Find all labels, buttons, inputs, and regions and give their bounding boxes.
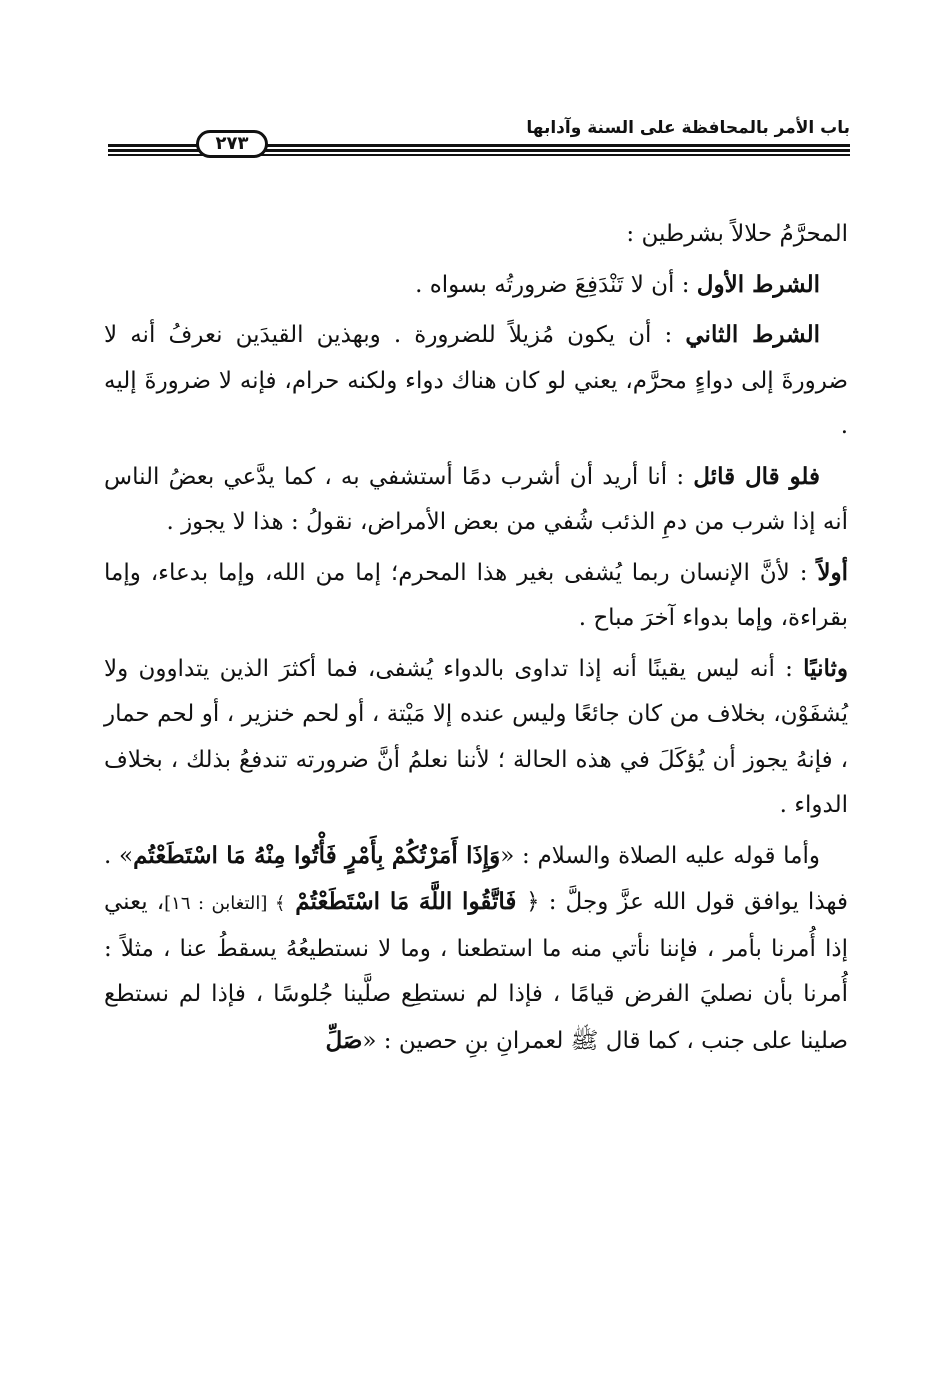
running-header <box>108 118 850 162</box>
paragraph-text: المحرَّمُ حلالاً بشرطين : <box>626 221 848 247</box>
paragraph-text: : أنه ليس يقينًا أنه إذا تداوى بالدواء يُشفى، فما أكثرَ الذين يتداوون ولا يُشفَوْن، بخلاف من كان جائعًا وليس عنده إلا مَيْتة ، أو لحم خنزير ، أو لحم حمار ، فإنهُ يجوز أن يُؤكَلَ في هذه الحالة ؛ لأننا نعلمُ أنَّ ضرورته تندفعُ بذلك ، بخلاف الدواء . <box>104 655 848 818</box>
paragraph-text: : أن لا تَنْدَفِعَ ضرورتُه بسواه . <box>415 271 690 298</box>
paragraph <box>104 550 848 642</box>
paragraph-text: وأما قوله عليه الصلاة والسلام : « <box>500 842 820 869</box>
body-text <box>104 212 848 1068</box>
paragraph-label: أولاً <box>817 558 848 586</box>
chapter-title: باب الأمر بالمحافظة على السنة وآدابها <box>526 118 850 138</box>
page-number: ٢٧٣ <box>196 130 268 158</box>
quran-reference: ﴾ [التغابن : ١٦] <box>164 893 286 914</box>
paragraph-text: » . فهذا يوافق قول الله عزَّ وجلَّ : ﴿ <box>104 842 848 915</box>
paragraph <box>104 312 848 450</box>
paragraph-label: وثانيًا <box>803 654 848 682</box>
paragraph-label: الشرط الثاني <box>685 321 820 348</box>
hadith-quote: صَلِّ <box>325 1026 363 1054</box>
paragraph <box>104 262 848 309</box>
quran-quote: فَاتَّقُوا اللَّهَ مَا اسْتَطَعْتُمْ <box>285 888 527 915</box>
paragraph-label: الشرط الأول <box>696 270 820 298</box>
paragraph <box>104 454 848 546</box>
paragraph-text: ، يعني إذا أُمرنا بأمر ، فإننا نأتي منه ما استطعنا ، وما لا نستطيعُهُ يسقطُ عنا ، مثلاً : أُمرنا بأن نصليَ الفرض قيامًا ، فإذا لم نستطِع صلَّينا جُلوسًا ، فإذا لم نستطع صلينا على جنب ، كما قال ﷺ لعمرانِ بنِ حصين : « <box>104 889 848 1054</box>
paragraph-text: : لأنَّ الإنسان ربما يُشفى بغير هذا المحرم؛ إما من الله، وإما بدعاء، وإما بقراءة، وإما بدواء آخرَ مباح . <box>104 559 848 631</box>
paragraph-text: : أنا أريد أن أشرب دمًا أستشفي به ، كما يدَّعي بعضُ الناس أنه إذا شرب من دمِ الذئب شُفي من بعض الأمراض، نقولُ : هذا لا يجوز . <box>104 463 848 535</box>
paragraph-text: : أن يكون مُزيلاً للضرورة . وبهذين القيدَين نعرفُ أنه لا ضرورةَ إلى دواءٍ محرَّم، يعني لو كان هناك دواء ولكنه حرام، فإنه لا ضرورةَ إليه . <box>104 322 848 439</box>
paragraph-label: فلو قال قائل <box>693 462 821 490</box>
hadith-quote: وَإِذَا أَمَرْتُكُمْ بِأَمْرٍ فَأْتُوا مِنْهُ مَا اسْتَطَعْتُم <box>133 841 501 869</box>
paragraph <box>104 212 848 258</box>
paragraph <box>104 646 848 829</box>
paragraph <box>104 833 848 1065</box>
